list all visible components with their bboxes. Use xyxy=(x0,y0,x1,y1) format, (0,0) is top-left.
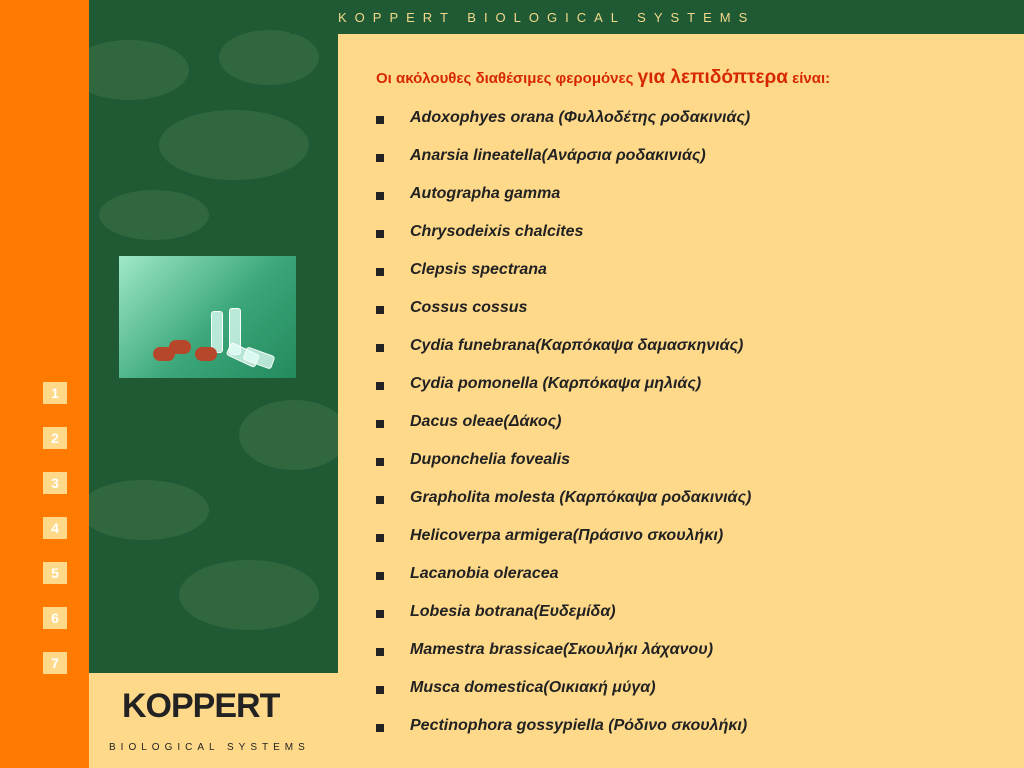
header-company-name: KOPPERT BIOLOGICAL SYSTEMS xyxy=(338,10,756,25)
list-item-text: Mamestra brassicae(Σκουλήκι λάχανου) xyxy=(410,641,714,658)
nav-page-3-label: 3 xyxy=(51,475,59,491)
nav-page-3[interactable] xyxy=(43,472,67,494)
list-item xyxy=(376,261,751,299)
list-item xyxy=(376,451,751,489)
bullet-icon xyxy=(376,686,384,694)
pheromone-lure-photo xyxy=(119,256,296,378)
bullet-icon xyxy=(376,382,384,390)
list-item-text: Adoxophyes orana (Φυλλοδέτης ροδακινιάς) xyxy=(410,109,751,126)
list-item xyxy=(376,413,751,451)
bullet-icon xyxy=(376,610,384,618)
list-item-text: Lobesia botrana(Ευδεμίδα) xyxy=(410,603,616,620)
pheromone-list xyxy=(376,109,751,755)
list-item-text: Grapholita molesta (Καρπόκαψα ροδακινιάς) xyxy=(410,489,752,506)
list-item xyxy=(376,489,751,527)
list-item-text: Anarsia lineatella(Ανάρσια ροδακινιάς) xyxy=(410,147,706,164)
list-item xyxy=(376,375,751,413)
page-title xyxy=(376,67,830,89)
title-prefix: Οι ακόλουθες διαθέσιμες φερομόνες xyxy=(376,70,638,87)
list-item-text: Cydia funebrana(Καρπόκαψα δαμασκηνιάς) xyxy=(410,337,744,354)
title-suffix: είναι: xyxy=(787,70,831,87)
bullet-icon xyxy=(376,192,384,200)
list-item-text: Clepsis spectrana xyxy=(410,261,547,278)
nav-page-1[interactable] xyxy=(43,382,67,404)
nav-page-4[interactable] xyxy=(43,517,67,539)
list-item-text: Chrysodeixis chalcites xyxy=(410,223,584,240)
nav-page-4-label: 4 xyxy=(51,520,59,536)
list-item-text: Autographa gamma xyxy=(410,185,561,202)
nav-page-7-label: 7 xyxy=(51,655,59,671)
list-item-text: Cydia pomonella (Καρπόκαψα μηλιάς) xyxy=(410,375,702,392)
list-item xyxy=(376,717,751,755)
list-item-text: Musca domestica(Οικιακή μύγα) xyxy=(410,679,656,696)
list-item xyxy=(376,299,751,337)
nav-page-6[interactable] xyxy=(43,607,67,629)
list-item xyxy=(376,565,751,603)
list-item-text: Dacus oleae(Δάκος) xyxy=(410,413,562,430)
list-item xyxy=(376,603,751,641)
list-item xyxy=(376,527,751,565)
list-item xyxy=(376,641,751,679)
bullet-icon xyxy=(376,534,384,542)
list-item xyxy=(376,147,751,185)
list-item xyxy=(376,223,751,261)
list-item-text: Helicoverpa armigera(Πράσινο σκουλήκι) xyxy=(410,527,724,544)
list-item xyxy=(376,679,751,717)
bullet-icon xyxy=(376,230,384,238)
list-item xyxy=(376,337,751,375)
list-item xyxy=(376,109,751,147)
bullet-icon xyxy=(376,154,384,162)
koppert-logo xyxy=(89,673,338,768)
nav-page-2-label: 2 xyxy=(51,430,59,446)
bullet-icon xyxy=(376,306,384,314)
bullet-icon xyxy=(376,116,384,124)
nav-page-2[interactable] xyxy=(43,427,67,449)
nav-page-1-label: 1 xyxy=(51,385,59,401)
bullet-icon xyxy=(376,496,384,504)
list-item-text: Duponchelia fovealis xyxy=(410,451,571,468)
nav-page-7[interactable] xyxy=(43,652,67,674)
bullet-icon xyxy=(376,344,384,352)
bullet-icon xyxy=(376,268,384,276)
bullet-icon xyxy=(376,458,384,466)
title-emphasis: για λεπιδόπτερα xyxy=(637,67,788,88)
bullet-icon xyxy=(376,648,384,656)
list-item-text: Pectinophora gossypiella (Ρόδινο σκουλήκι) xyxy=(410,717,748,734)
logo-wordmark: KOPPERT xyxy=(122,687,280,725)
bullet-icon xyxy=(376,572,384,580)
list-item-text: Cossus cossus xyxy=(410,299,528,316)
bullet-icon xyxy=(376,420,384,428)
bullet-icon xyxy=(376,724,384,732)
list-item-text: Lacanobia oleracea xyxy=(410,565,559,582)
nav-page-5-label: 5 xyxy=(51,565,59,581)
nav-page-5[interactable] xyxy=(43,562,67,584)
list-item xyxy=(376,185,751,223)
logo-subtitle: BIOLOGICAL SYSTEMS xyxy=(109,742,310,753)
nav-page-6-label: 6 xyxy=(51,610,59,626)
